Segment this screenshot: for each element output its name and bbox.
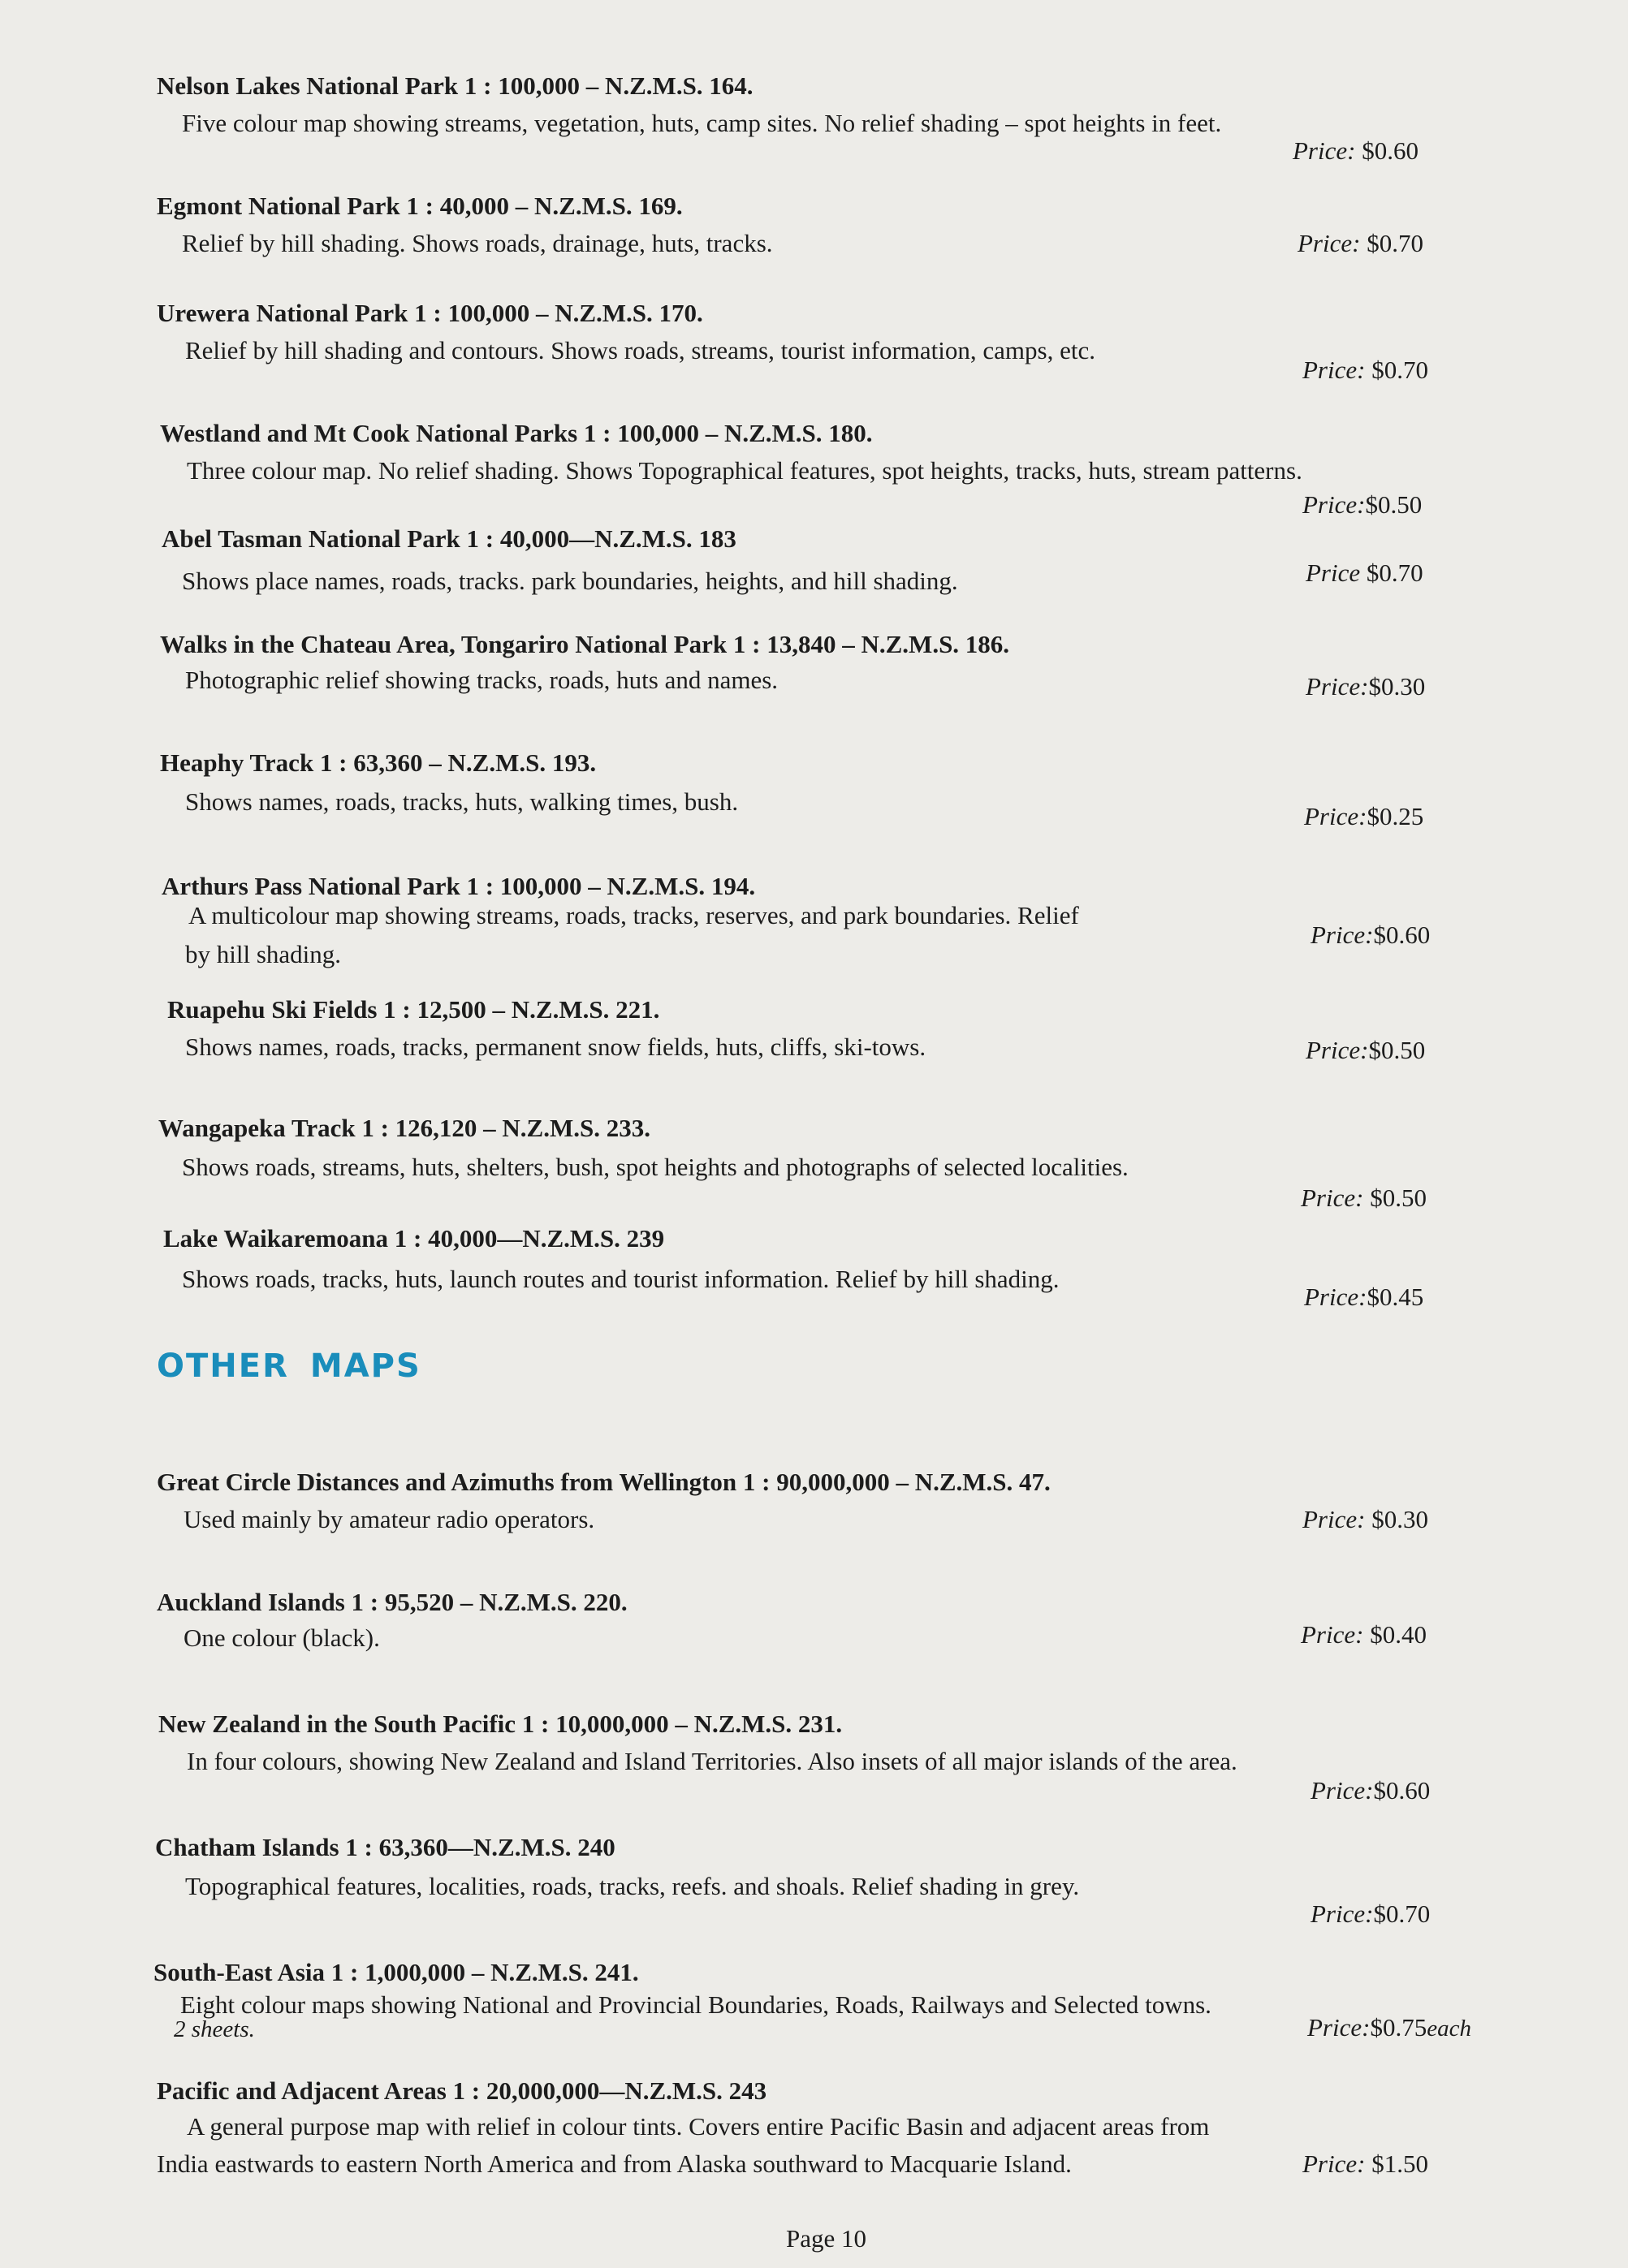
entry-price: Price: $0.70: [1298, 229, 1423, 257]
entry-description: India eastwards to eastern North America and from Alaska southward to Macquarie Island.: [157, 2149, 1072, 2178]
entry-title: Egmont National Park 1 : 40,000 – N.Z.M.S. 169.: [157, 192, 683, 220]
entry-description: In four colours, showing New Zealand and Island Territories. Also insets of all major islands of the area.: [187, 1747, 1237, 1775]
entry-price: Price: $0.50: [1301, 1184, 1427, 1212]
entry-description: Shows names, roads, tracks, permanent snow fields, huts, cliffs, ski-tows.: [185, 1033, 926, 1061]
entry-description: by hill shading.: [185, 940, 342, 968]
section-heading-other-maps: OTHER MAPS: [157, 1347, 421, 1385]
entry-price: Price:$0.75each: [1307, 2013, 1471, 2042]
entry-title: Chatham Islands 1 : 63,360—N.Z.M.S. 240: [155, 1833, 615, 1861]
entry-title: Wangapeka Track 1 : 126,120 – N.Z.M.S. 233.: [158, 1114, 650, 1142]
entry-price: Price:$0.60: [1311, 1776, 1431, 1804]
entry-description: Shows names, roads, tracks, huts, walking times, bush.: [185, 787, 739, 816]
entry-description: Shows roads, tracks, huts, launch routes and tourist information. Relief by hill shading.: [182, 1265, 1060, 1293]
entry-title: Lake Waikaremoana 1 : 40,000—N.Z.M.S. 239: [163, 1224, 665, 1253]
entry-description: Eight colour maps showing National and Provincial Boundaries, Roads, Railways and Selected towns.: [180, 1990, 1211, 2019]
entry-title: Abel Tasman National Park 1 : 40,000—N.Z.M.S. 183: [162, 524, 736, 553]
entry-description: Shows roads, streams, huts, shelters, bush, spot heights and photographs of selected localities.: [182, 1153, 1129, 1181]
entry-title: Arthurs Pass National Park 1 : 100,000 – N.Z.M.S. 194.: [162, 872, 756, 900]
entry-price: Price: $0.40: [1301, 1620, 1427, 1649]
entry-title: Urewera National Park 1 : 100,000 – N.Z.M.S. 170.: [157, 299, 703, 327]
entry-note: 2 sheets.: [174, 2016, 255, 2042]
entry-price: Price $0.70: [1306, 558, 1423, 587]
entry-price: Price: $0.30: [1302, 1505, 1428, 1533]
entry-title: South-East Asia 1 : 1,000,000 – N.Z.M.S. 241.: [153, 1958, 639, 1986]
entry-price: Price:$0.70: [1311, 1899, 1431, 1928]
entry-description: Five colour map showing streams, vegetation, huts, camp sites. No relief shading – spot heights in feet.: [182, 109, 1222, 137]
entry-price: Price:$0.50: [1306, 1036, 1426, 1064]
entry-price: Price:$0.25: [1304, 802, 1424, 830]
entry-description: One colour (black).: [184, 1623, 380, 1652]
entry-description: Used mainly by amateur radio operators.: [184, 1505, 595, 1533]
entry-price: Price:$0.30: [1306, 672, 1426, 701]
entry-price: Price:$0.45: [1304, 1283, 1424, 1311]
entry-price: Price: $0.60: [1293, 136, 1419, 165]
entry-title: Nelson Lakes National Park 1 : 100,000 – N.Z.M.S. 164.: [157, 71, 754, 100]
entry-title: Ruapehu Ski Fields 1 : 12,500 – N.Z.M.S. 221.: [167, 995, 660, 1024]
entry-title: Walks in the Chateau Area, Tongariro National Park 1 : 13,840 – N.Z.M.S. 186.: [160, 630, 1010, 658]
entry-description: A multicolour map showing streams, roads, tracks, reserves, and park boundaries. Relief: [188, 901, 1079, 929]
entry-title: Pacific and Adjacent Areas 1 : 20,000,000—N.Z.M.S. 243: [157, 2076, 767, 2105]
entry-price: Price:$0.50: [1302, 490, 1423, 519]
entry-description: Three colour map. No relief shading. Shows Topographical features, spot heights, tracks, huts, stream patterns.: [187, 456, 1302, 485]
entry-title: New Zealand in the South Pacific 1 : 10,000,000 – N.Z.M.S. 231.: [158, 1710, 843, 1738]
entry-price: Price: $0.70: [1302, 356, 1428, 384]
entry-title: Auckland Islands 1 : 95,520 – N.Z.M.S. 220.: [157, 1588, 628, 1616]
entry-title: Westland and Mt Cook National Parks 1 : 100,000 – N.Z.M.S. 180.: [160, 419, 873, 447]
entry-title: Heaphy Track 1 : 63,360 – N.Z.M.S. 193.: [160, 748, 597, 777]
entry-description: Relief by hill shading and contours. Shows roads, streams, tourist information, camps, etc.: [185, 336, 1095, 364]
entry-price: Price:$0.60: [1311, 921, 1431, 949]
page-number: Page 10: [786, 2224, 867, 2253]
entry-description: Photographic relief showing tracks, roads, huts and names.: [185, 666, 779, 694]
entry-title: Great Circle Distances and Azimuths from Wellington 1 : 90,000,000 – N.Z.M.S. 47.: [157, 1468, 1051, 1496]
entry-price: Price: $1.50: [1302, 2149, 1428, 2178]
entry-description: Topographical features, localities, roads, tracks, reefs. and shoals. Relief shading in grey.: [185, 1872, 1080, 1900]
entry-description: Shows place names, roads, tracks. park boundaries, heights, and hill shading.: [182, 567, 958, 595]
entry-description: A general purpose map with relief in colour tints. Covers entire Pacific Basin and adjacent areas from: [187, 2112, 1210, 2141]
entry-description: Relief by hill shading. Shows roads, drainage, huts, tracks.: [182, 229, 773, 257]
